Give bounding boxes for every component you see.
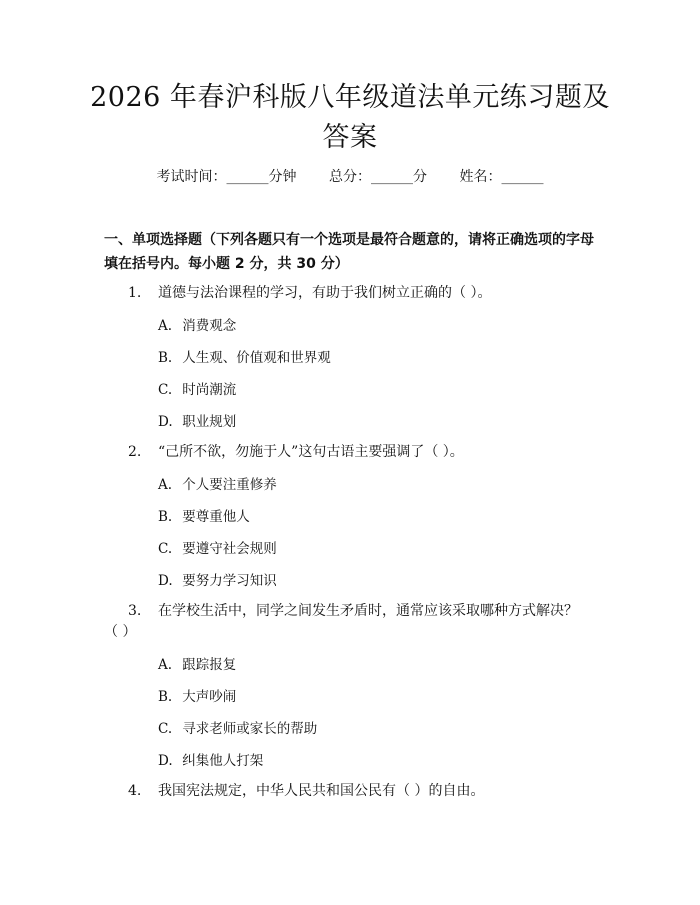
question-number: 1. <box>128 285 142 301</box>
exam-meta <box>0 166 700 186</box>
option-b <box>158 505 250 525</box>
option-letter: A. <box>158 477 173 493</box>
option-d <box>158 749 263 769</box>
option-b <box>158 346 331 366</box>
option-text: 要遵守社会规则 <box>182 541 277 557</box>
section-heading-single-choice: 一、单项选择题（下列各题只有一个选项是最符合题意的，请将正确选项的字母填在括号内。每小题 2 分，共 30 分） <box>104 232 594 272</box>
question-number: 4. <box>128 783 142 799</box>
option-text: 大声吵闹 <box>182 689 237 705</box>
question-text: 我国宪法规定，中华人民共和国公民有（ ）的自由。 <box>158 783 485 799</box>
option-text: 要努力学习知识 <box>182 573 277 589</box>
question-text: 道德与法治课程的学习，有助于我们树立正确的（ ）。 <box>158 285 492 301</box>
option-text: 纠集他人打架 <box>182 753 264 769</box>
option-letter: A. <box>158 657 173 673</box>
option-text: 人生观、价值观和世界观 <box>182 350 331 366</box>
student-name-field: 姓名：______ <box>459 169 544 185</box>
option-letter: C. <box>158 382 173 398</box>
option-letter: D. <box>158 753 173 769</box>
option-b <box>158 685 236 705</box>
option-letter: B. <box>158 689 173 705</box>
option-text: 寻求老师或家长的帮助 <box>182 721 318 737</box>
option-d <box>158 569 277 589</box>
option-letter: B. <box>158 509 173 525</box>
option-text: 跟踪报复 <box>182 657 237 673</box>
option-d <box>158 410 236 430</box>
exam-time-field: 考试时间：______分钟 <box>156 169 297 185</box>
total-score-field: 总分：______分 <box>329 169 427 185</box>
option-a <box>158 473 277 493</box>
option-c <box>158 378 236 398</box>
answer-bracket: （ ） <box>104 624 137 640</box>
option-a <box>158 653 236 673</box>
option-letter: A. <box>158 318 173 334</box>
option-text: 消费观念 <box>182 318 237 334</box>
option-text: 时尚潮流 <box>182 382 237 398</box>
option-letter: D. <box>158 573 173 589</box>
option-letter: C. <box>158 721 173 737</box>
question-number: 2. <box>128 444 142 460</box>
option-text: 职业规划 <box>182 414 237 430</box>
option-text: 个人要注重修养 <box>182 477 277 493</box>
option-letter: D. <box>158 414 173 430</box>
option-c <box>158 717 317 737</box>
option-letter: B. <box>158 350 173 366</box>
option-a <box>158 314 236 334</box>
question-number: 3. <box>128 603 142 619</box>
option-text: 要尊重他人 <box>182 509 250 525</box>
question-text: “己所不欲，勿施于人”这句古语主要强调了（ ）。 <box>158 444 464 460</box>
option-c <box>158 537 277 557</box>
question-text: 在学校生活中，同学之间发生矛盾时，通常应该采取哪种方式解决？ <box>158 603 578 619</box>
page-title: 2026 年春沪科版八年级道法单元练习题及答案 <box>90 82 610 153</box>
option-letter: C. <box>158 541 173 557</box>
